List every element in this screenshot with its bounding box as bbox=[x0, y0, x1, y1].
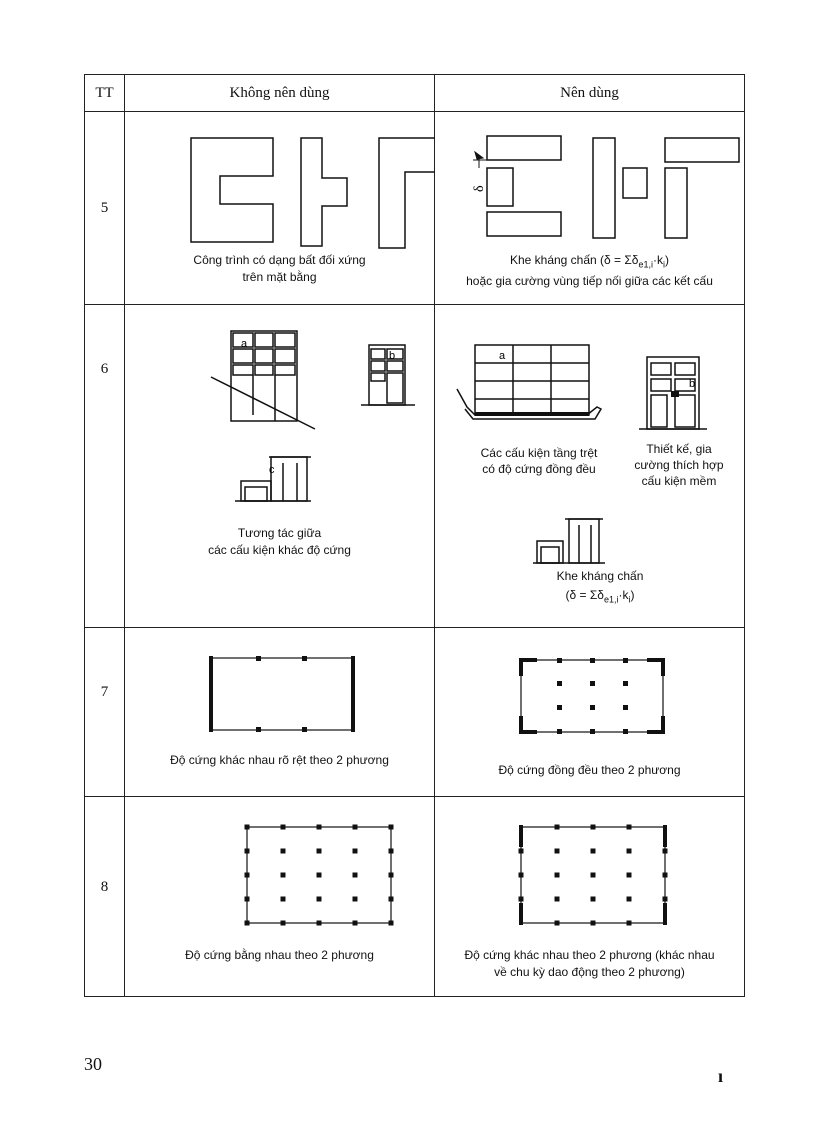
row6-good-caption-bottom-part3: ) bbox=[630, 588, 635, 602]
column-dot bbox=[627, 921, 632, 926]
column-dot bbox=[317, 897, 322, 902]
row6-good-caption-bottom-part: (δ = Σδ bbox=[565, 588, 604, 602]
row8-bad-caption: Độ cứng bằng nhau theo 2 phương bbox=[185, 948, 374, 962]
column-dot bbox=[245, 897, 250, 902]
column-dot bbox=[389, 873, 394, 878]
column-dot bbox=[555, 921, 560, 926]
column-dot bbox=[281, 873, 286, 878]
row6-good-caption-right-line2: cường thích hợp bbox=[634, 458, 724, 472]
column-dot bbox=[591, 873, 596, 878]
row6-bad-caption-line2: các cấu kiện khác độ cứng bbox=[208, 543, 351, 557]
row6-bad-caption-line1: Tương tác giữa bbox=[237, 526, 322, 540]
row6-good-caption-right-line1: Thiết kế, gia bbox=[646, 442, 712, 456]
label-a: a bbox=[499, 350, 506, 362]
row-number: 8 bbox=[85, 797, 125, 997]
column-dot bbox=[627, 825, 632, 830]
column-dot bbox=[353, 897, 358, 902]
stiffness-interaction-figure bbox=[125, 305, 435, 627]
row-number: 7 bbox=[85, 628, 125, 797]
header-row bbox=[85, 75, 745, 112]
row5-good-caption-part2: ·k bbox=[653, 253, 664, 267]
column-dot bbox=[281, 849, 286, 854]
row5-bad-caption-line2: trên mặt bằng bbox=[242, 270, 317, 284]
header-recommended: Nên dùng bbox=[435, 75, 745, 112]
column-dot bbox=[353, 849, 358, 854]
row6-good-caption-bottom-line1: Khe kháng chấn bbox=[556, 569, 644, 583]
column-dot bbox=[591, 825, 596, 830]
row6-good-caption-bottom-part2: ·k bbox=[618, 588, 629, 602]
corner-mark: ı bbox=[718, 1066, 724, 1086]
column-dot bbox=[245, 825, 250, 830]
row7-good-caption: Độ cứng đồng đều theo 2 phương bbox=[498, 763, 681, 777]
column-dot bbox=[389, 897, 394, 902]
column-dot bbox=[627, 873, 632, 878]
page-number: 30 bbox=[84, 1054, 102, 1074]
label-b: b bbox=[689, 378, 696, 390]
column-dot bbox=[389, 921, 394, 926]
row5-good-caption-line1 bbox=[435, 252, 744, 273]
row7-bad-caption: Độ cứng khác nhau rõ rệt theo 2 phương bbox=[170, 753, 389, 767]
column-dot bbox=[591, 897, 596, 902]
column-dot bbox=[353, 825, 358, 830]
row6-good-caption-left-line1: Các cấu kiện tầng trệt bbox=[480, 446, 598, 460]
row-number: 5 bbox=[85, 112, 125, 305]
row-number: 6 bbox=[85, 305, 125, 628]
row5-good-caption-sub: e1,i bbox=[638, 259, 654, 270]
row7-good-cell bbox=[435, 628, 745, 797]
column-dot bbox=[519, 897, 524, 902]
column-dot bbox=[663, 849, 668, 854]
column-dot bbox=[281, 897, 286, 902]
label-c: c bbox=[269, 464, 275, 476]
column-dot bbox=[663, 897, 668, 902]
column-dot bbox=[353, 921, 358, 926]
column-dot bbox=[555, 825, 560, 830]
table-row bbox=[85, 628, 745, 797]
comparison-table bbox=[84, 74, 745, 997]
column-dot bbox=[317, 825, 322, 830]
row5-good-caption-line2: hoặc gia cường vùng tiếp nối giữa các kết cấu bbox=[466, 274, 713, 289]
column-dot bbox=[591, 849, 596, 854]
plan-unequal-stiffness-figure bbox=[125, 628, 435, 796]
column-dot bbox=[317, 921, 322, 926]
row8-good-caption-line2: về chu kỳ dao động theo 2 phương) bbox=[494, 965, 685, 979]
column-dot bbox=[389, 825, 394, 830]
row5-good-caption-part3: ) bbox=[665, 253, 670, 267]
delta-symbol: δ bbox=[472, 185, 487, 192]
row6-good-caption-bottom-sub: e1,i bbox=[603, 594, 619, 605]
row5-bad-caption-line1: Công trình có dạng bất đối xứng bbox=[193, 253, 366, 267]
header-not-recommended: Không nên dùng bbox=[125, 75, 435, 112]
column-dot bbox=[353, 873, 358, 878]
header-tt: TT bbox=[85, 75, 125, 112]
row5-good-cell bbox=[435, 112, 745, 305]
column-dot bbox=[281, 921, 286, 926]
row5-good-caption-sub2: i bbox=[663, 259, 666, 270]
column-dot bbox=[245, 873, 250, 878]
row6-good-cell bbox=[435, 305, 745, 628]
label-a: a bbox=[241, 338, 248, 350]
row8-good-cell bbox=[435, 797, 745, 997]
row6-good-caption-left-line2: có độ cứng đồng đều bbox=[482, 462, 596, 476]
label-b: b bbox=[389, 350, 396, 362]
row6-good-caption-bottom-sub2: i bbox=[628, 594, 631, 605]
column-dot bbox=[317, 849, 322, 854]
row8-good-caption-line1: Độ cứng khác nhau theo 2 phương (khác nhau bbox=[464, 948, 715, 962]
column-dot bbox=[245, 921, 250, 926]
row5-bad-cell bbox=[125, 112, 435, 305]
column-dot bbox=[627, 849, 632, 854]
column-dot bbox=[555, 849, 560, 854]
row6-bad-cell bbox=[125, 305, 435, 628]
column-dot bbox=[591, 921, 596, 926]
row5-good-caption-part: Khe kháng chấn (δ = Σδ bbox=[509, 253, 639, 267]
row6-good-caption-right-line3: cấu kiện mềm bbox=[641, 474, 717, 488]
column-dot bbox=[519, 873, 524, 878]
table-row bbox=[85, 797, 745, 997]
row6-good-caption-bottom-line2 bbox=[525, 586, 675, 609]
column-dot bbox=[627, 897, 632, 902]
table-row bbox=[85, 112, 745, 305]
table-row bbox=[85, 305, 745, 628]
column-dot bbox=[317, 873, 322, 878]
column-dot bbox=[555, 897, 560, 902]
column-dot bbox=[245, 849, 250, 854]
row8-bad-cell bbox=[125, 797, 435, 997]
column-dot bbox=[389, 849, 394, 854]
column-dot bbox=[281, 825, 286, 830]
row7-bad-cell bbox=[125, 628, 435, 797]
column-dot bbox=[519, 849, 524, 854]
column-dot bbox=[555, 873, 560, 878]
plan-equal-stiffness-figure bbox=[125, 797, 435, 996]
column-dot bbox=[663, 873, 668, 878]
